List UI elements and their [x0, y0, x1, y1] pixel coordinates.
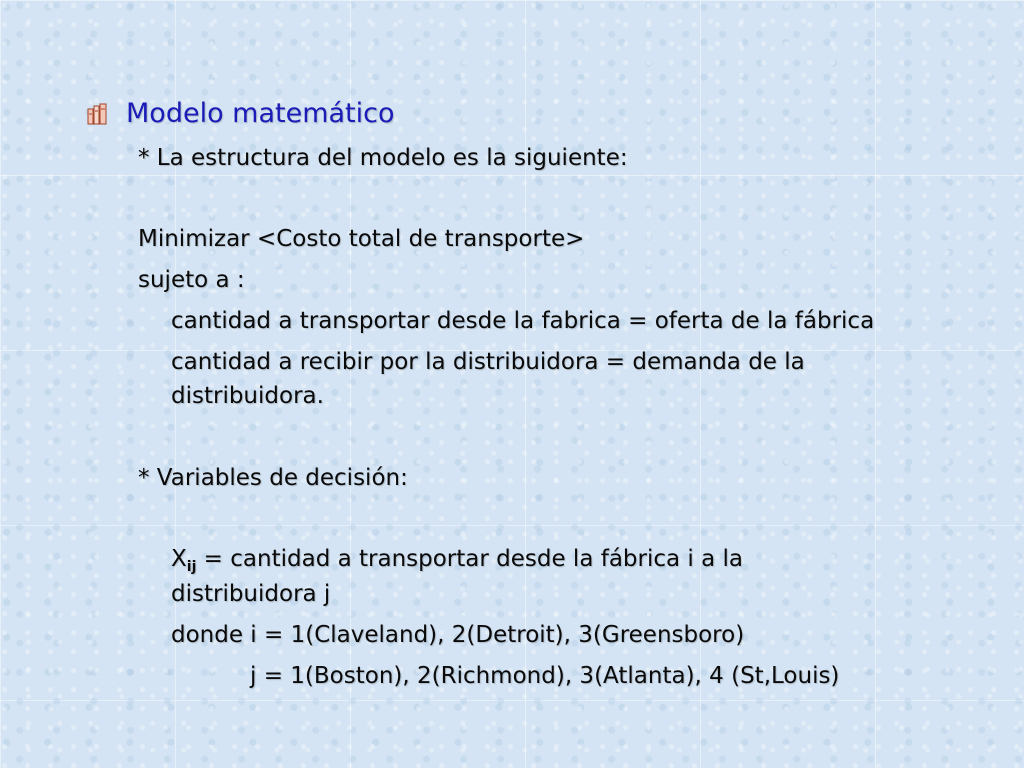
- variable-subscript: ij: [186, 559, 197, 575]
- variable-definition-text: = cantidad a transportar desde la fábrica i a la: [196, 546, 744, 572]
- heading-text: Modelo matemático: [126, 98, 395, 129]
- subject-to-text: sujeto a :: [138, 267, 245, 293]
- intro-text: * La estructura del modelo es la siguiente:: [138, 145, 628, 171]
- variable-definition-line1: [171, 544, 743, 577]
- constraint-demand-line2: distribuidora.: [171, 383, 324, 409]
- variables-title: * Variables de decisión:: [138, 465, 408, 491]
- variable-definition-line2: distribuidora j: [171, 581, 331, 607]
- objective-text: Minimizar <Costo total de transporte>: [138, 226, 585, 252]
- index-i-definition: donde i = 1(Claveland), 2(Detroit), 3(Greensboro): [171, 622, 745, 648]
- slide-heading: [86, 98, 395, 130]
- constraint-supply: cantidad a transportar desde la fabrica = oferta de la fábrica: [171, 308, 875, 334]
- constraint-demand-line1: cantidad a recibir por la distribuidora = demanda de la: [171, 349, 805, 375]
- variable-symbol: X: [171, 546, 187, 572]
- index-j-definition: j = 1(Boston), 2(Richmond), 3(Atlanta), 4 (St,Louis): [250, 663, 840, 689]
- stacked-books-icon: [86, 103, 110, 125]
